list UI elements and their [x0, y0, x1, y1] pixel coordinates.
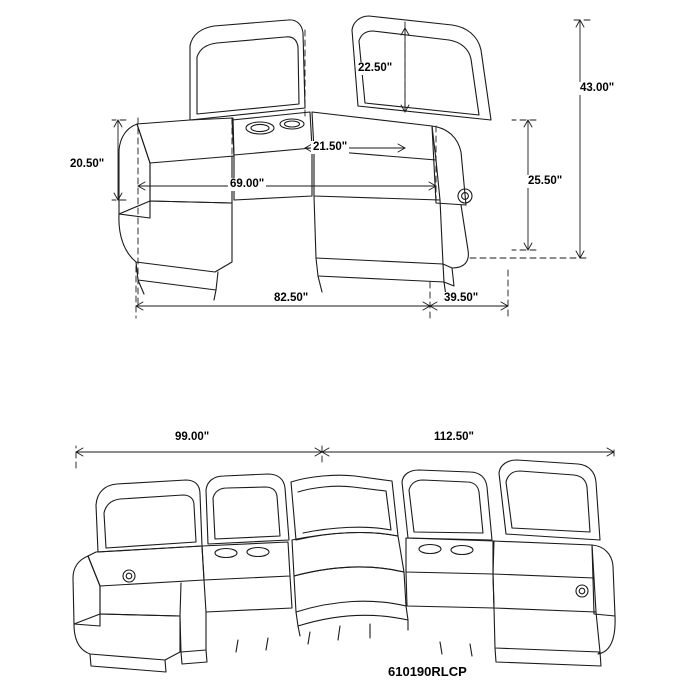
dim-label-overall-width: 82.50" — [274, 292, 309, 304]
loveseat-illustration — [119, 16, 491, 300]
dimension-lines-bottom — [76, 446, 614, 468]
model-number-label: 610190RLCP — [388, 664, 467, 679]
dim-label-left-section-width: 99.00" — [175, 431, 210, 443]
sectional-illustration — [73, 460, 615, 672]
dim-label-height-overall: 43.00" — [580, 82, 615, 94]
dim-label-recline-extension: 39.50" — [444, 292, 479, 304]
dim-label-backrest-height: 22.50" — [358, 62, 393, 74]
dim-label-seat-width: 69.00" — [230, 178, 265, 190]
dimension-lines-top — [112, 20, 590, 318]
dim-label-arm-height: 25.50" — [528, 175, 563, 187]
dim-label-right-section-width: 112.50" — [434, 431, 474, 443]
dim-label-seat-height: 20.50" — [70, 158, 105, 170]
dim-label-seat-depth: 21.50" — [313, 141, 348, 153]
